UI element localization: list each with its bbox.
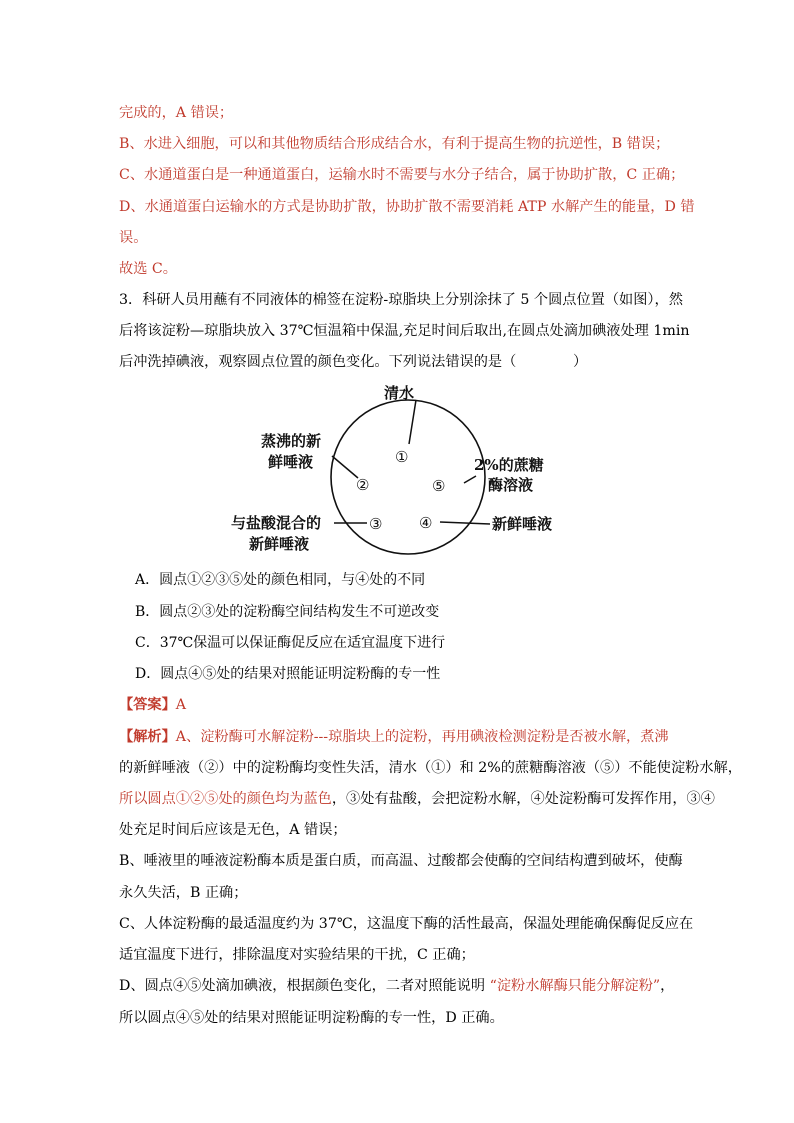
option-c: C．37℃保温可以保证酶促反应在适宜温度下进行 xyxy=(135,635,446,651)
option-b: B．圆点②③处的淀粉酶空间结构发生不可逆改变 xyxy=(135,604,440,620)
agar-block-diagram xyxy=(222,372,572,562)
dot-2: ② xyxy=(356,476,370,494)
dot-3: ③ xyxy=(369,515,383,533)
analysis-d1-quote: “淀粉水解酶只能分解淀粉” xyxy=(489,978,661,994)
leader-line-2 xyxy=(332,456,358,478)
prev-analysis-line-a: 完成的，A 错误； xyxy=(119,105,234,121)
leader-line-4 xyxy=(440,522,490,524)
analysis-line-b1: B、唾液里的唾液淀粉酶本质是蛋白质，而高温、过酸都会使酶的空间结构遭到破坏，使酶 xyxy=(119,853,683,869)
analysis-d1-start: D、圆点④⑤处滴加碘液，根据颜色变化，二者对照能说明 xyxy=(119,978,490,994)
label-left-bottom-2: 新鲜唾液 xyxy=(249,535,310,553)
question-line-3: 后冲洗掉碘液，观察圆点位置的颜色变化。下列说法错误的是（ ） xyxy=(119,354,588,370)
analysis-d1-end: ， xyxy=(660,978,675,994)
dot-5: ⑤ xyxy=(432,477,446,495)
analysis-a3-highlight: 所以圆点①②⑤处的颜色均为蓝色 xyxy=(119,791,332,807)
prev-analysis-line-d2: 误。 xyxy=(119,230,148,246)
analysis-line-a2: 的新鲜唾液（②）中的淀粉酶均变性失活，清水（①）和 2%的蔗糖酶溶液（⑤）不能使淀粉水解， xyxy=(119,760,742,776)
question-line-1: 3．科研人员用蘸有不同液体的棉签在淀粉-琼脂块上分别涂抹了 5 个圆点位置（如图），然 xyxy=(119,292,683,308)
label-right-top-1: 2%的蔗糖 xyxy=(474,456,544,474)
leader-line-5 xyxy=(464,476,476,483)
analysis-a1-text: A、淀粉酶可水解淀粉---琼脂块上的淀粉，再用碘液检测淀粉是否被水解，煮沸 xyxy=(175,729,669,745)
analysis-line-a3 xyxy=(119,789,715,809)
prev-analysis-line-b: B、水进入细胞，可以和其他物质结合形成结合水，有利于提高生物的抗逆性，B 错误； xyxy=(119,136,670,152)
label-left-top-2: 鲜唾液 xyxy=(268,453,314,471)
leader-line-1 xyxy=(409,400,416,444)
option-d: D．圆点④⑤处的结果对照能证明淀粉酶的专一性 xyxy=(135,666,441,682)
analysis-line-c2: 适宜温度下进行，排除温度对实验结果的干扰，C 正确； xyxy=(119,947,475,963)
prev-conclusion: 故选 C。 xyxy=(119,261,177,277)
analysis-a3-rest: ，③处有盐酸，会把淀粉水解，④处淀粉酶可发挥作用，③④ xyxy=(331,791,715,807)
label-left-bottom-1: 与盐酸混合的 xyxy=(231,514,322,532)
analysis-line-b2: 永久失活，B 正确； xyxy=(119,885,248,901)
dot-4: ④ xyxy=(419,514,433,532)
label-right-bottom: 新鲜唾液 xyxy=(492,515,553,533)
answer-line xyxy=(119,695,186,715)
analysis-line-c1: C、人体淀粉酶的最适温度约为 37℃，这温度下酶的活性最高，保温处理能确保酶促反应在 xyxy=(119,916,694,932)
answer-value: A xyxy=(175,697,187,713)
analysis-line-d2: 所以圆点④⑤处的结果对照能证明淀粉酶的专一性，D 正确。 xyxy=(119,1010,504,1026)
label-right-top-2: 酶溶液 xyxy=(488,476,534,494)
label-top: 清水 xyxy=(384,384,415,402)
question-line-2: 后将该淀粉—琼脂块放入 37℃恒温箱中保温,充足时间后取出,在圆点处滴加碘液处理 1min xyxy=(119,323,690,339)
analysis-label: 【解析】 xyxy=(119,729,176,745)
analysis-line-a4: 处充足时间后应该是无色，A 错误； xyxy=(119,822,347,838)
answer-label: 【答案】 xyxy=(119,697,176,713)
prev-analysis-line-d1: D、水通道蛋白运输水的方式是协助扩散，协助扩散不需要消耗 ATP 水解产生的能量，D 错 xyxy=(119,199,695,215)
analysis-line-d1 xyxy=(119,976,674,996)
prev-analysis-line-c: C、水通道蛋白是一种通道蛋白，运输水时不需要与水分子结合，属于协助扩散，C 正确； xyxy=(119,167,685,183)
label-left-top-1: 蒸沸的新 xyxy=(261,432,322,450)
dot-1: ① xyxy=(395,448,409,466)
option-a: A．圆点①②③⑤处的颜色相同，与④处的不同 xyxy=(135,572,426,588)
analysis-line-a1 xyxy=(119,727,669,747)
agar-block-circle xyxy=(331,400,485,554)
